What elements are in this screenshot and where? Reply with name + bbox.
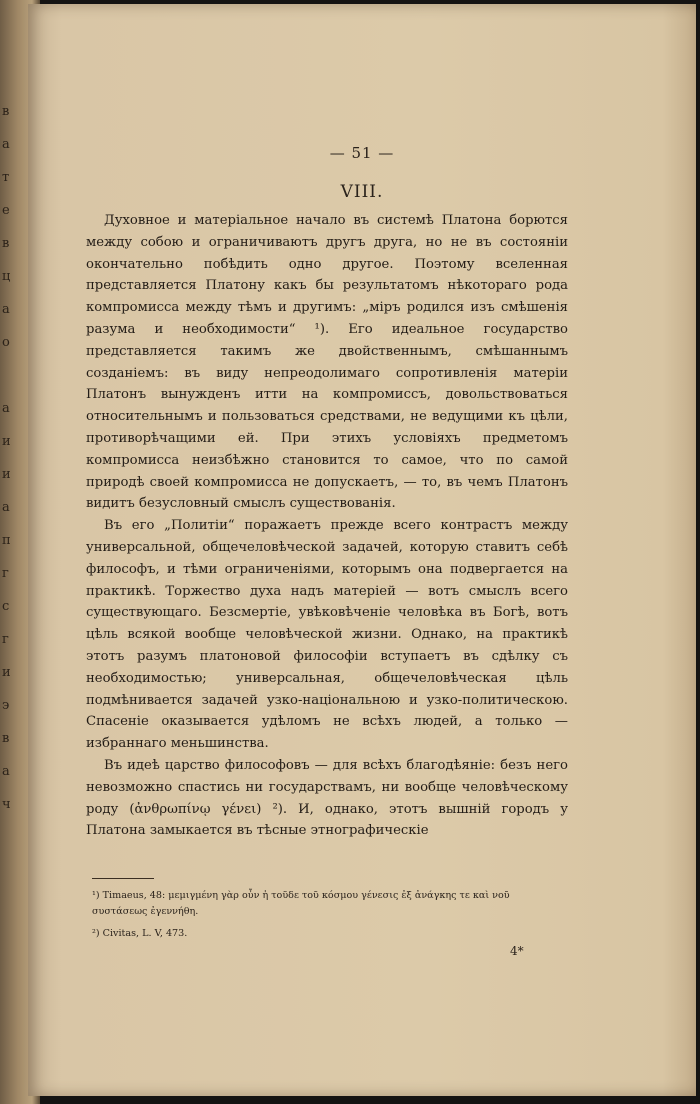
footnotes [92, 888, 562, 942]
paragraph-1: Духовное и матеріальное начало въ системѣ Платона борются между собою и ограничиваютъ другъ друга, но не въ состояніи окончательно побѣдить одно другое. Поэтому вселенная представляется Платону какъ бы результатомъ нѣкотораго рода компромисса между тѣмъ и другимъ: „міръ родился изъ смѣшенія разума и необходимости“ ¹). Его идеальное государство представляется такимъ же двойственнымъ, смѣшаннымъ созданіемъ: въ виду непреодолимаго сопротивленія матеріи Платонъ вынужденъ итти на компромиссъ, довольствоваться относительнымъ и пользоваться средствами, не ведущими къ цѣли, противорѣчащими ей. При этихъ условіяхъ предметомъ компромисса неизбѣжно становится то самое, что по самой природѣ своей компромисса не допускаетъ, — то, въ чемъ Платонъ видитъ безусловный смыслъ существованія. [86, 213, 568, 512]
page-number: — 51 — [329, 144, 395, 162]
signature-mark: 4* [510, 944, 524, 958]
footnote-divider [92, 878, 154, 879]
footnote-1: ¹) Timaeus, 48: μεμιγμένη γὰρ οὖν ἡ τοῦδε τοῦ κόσμου γένεσις ἐξ ἀνάγκης τε καὶ νοῦ συστάσεως ἐγεννήθη. [92, 890, 510, 917]
body-text [86, 210, 568, 842]
footnote-2: ²) Civitas, L. V, 473. [92, 928, 188, 939]
left-page-text-fragment: в а т е в ц а о а и и а п г с г и э в а ч [2, 104, 11, 812]
paragraph-2: Въ его „Политіи“ поражаетъ прежде всего контрастъ между универсальной, общечеловѣческой задачей, которую ставитъ себѣ философъ, и тѣми ограниченіями, которымъ она подвергается на практикѣ. Торжество духа надъ матеріей — вотъ смыслъ всего существующаго. Безсмертіе, увѣковѣченіе человѣка въ Богѣ, вотъ цѣль всякой вообще человѣческой жизни. Однако, на практикѣ этотъ разумъ платоновой философіи вступаетъ въ сдѣлку съ необходимостью; универсальная, общечеловѣческая цѣль подмѣнивается задачей узко-національною и узко-политическою. Спасеніе оказывается удѣломъ не всѣхъ людей, а только — избраннаго меньшинства. [86, 518, 568, 752]
chapter-heading: VIII. [340, 182, 384, 202]
book-page [28, 4, 696, 1096]
paragraph-3: Въ идеѣ царство философовъ — для всѣхъ благодѣяніе: безъ него невозможно спастись ни государствамъ, ни вообще человѣческому роду (ἀνθρωπίνῳ γένει) ²). И, однако, этотъ вышній городъ у Платона замыкается въ тѣсные этнографическіе [86, 757, 568, 839]
